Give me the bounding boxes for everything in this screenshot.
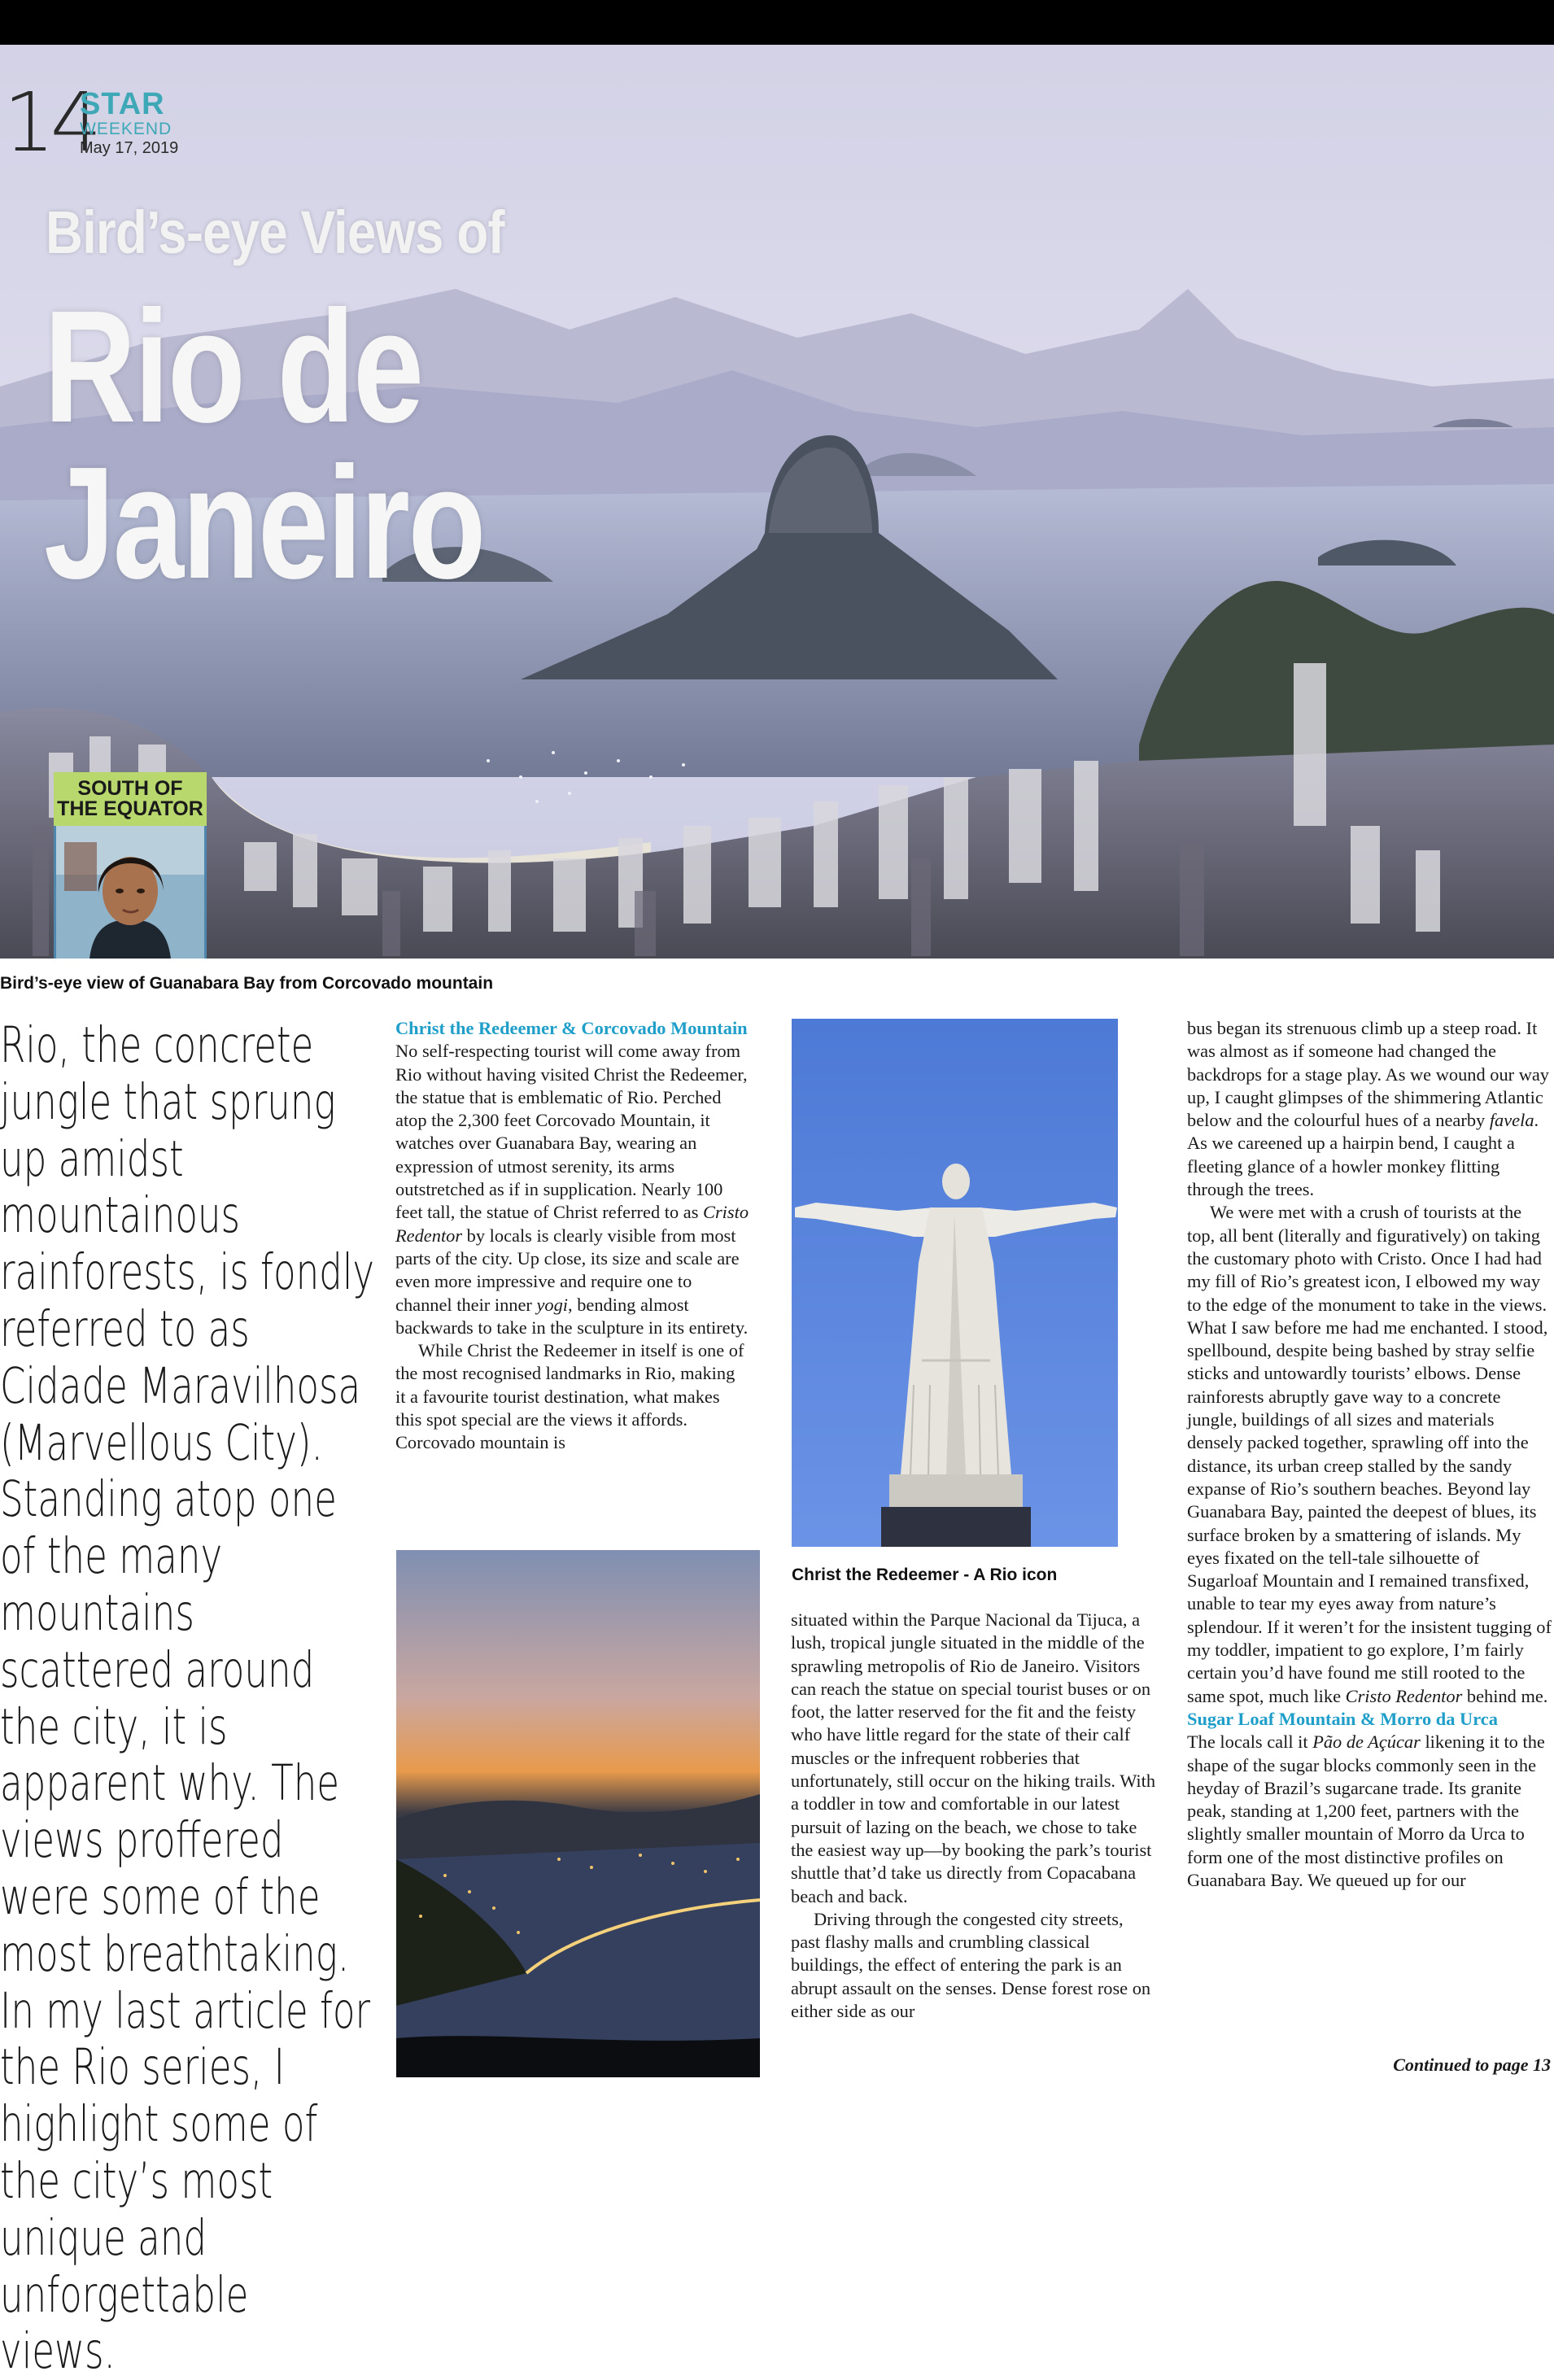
text-run: The locals call it [1187,1732,1313,1753]
section-heading-sugar-loaf: Sugar Loaf Mountain & Morro da Urca [1187,1708,1498,1729]
body-paragraph [1187,1201,1553,1708]
sunset-bay-illustration [396,1550,760,2077]
column-tag-line-1: SOUTH OF [77,776,183,800]
text-italic: yogi [536,1294,569,1315]
lead-paragraph: Rio, the concrete jungle that sprung up amidst mountainous rainforests, is fondly referred to as Cidade Maravilhosa (Marvellous City). Standing atop one of the many mountains scattered around the city, it is apparent why. The views proffered were some of the most breathtaking. In my last article for the Rio series, I highlight some of the city’s most unique and unforgettable views. [0,1016,375,2380]
publication-logo [80,89,178,156]
text-run: bus began its strenuous climb up a steep road. It was almost as if someone had changed the backdrops for a stage play. As we wound our way up, I caught glimpses of the shimmering Atlantic below and the colourful hues of a nearby [1187,1018,1550,1131]
headline-line-2: Janeiro [44,434,484,613]
headline-line-1: Rio de [44,277,422,456]
article-column-4 [1187,1017,1553,1892]
columnist-portrait [54,826,207,959]
hero-caption: Bird’s-eye view of Guanabara Bay from Corcovado mountain [0,974,494,993]
article-column-3 [791,1609,1157,2023]
issue-date: May 17, 2019 [80,139,179,157]
text-run: . As we careened up a hairpin bend, I caught a fleeting glance of a howler monkey flitting through the trees. [1187,1110,1539,1200]
christ-the-redeemer-photo [792,1019,1118,1547]
body-paragraph: Driving through the congested city streets, past flashy malls and crumbling classical buildings, the effect of entering the park is an abrupt assault on the senses. Dense forest rose on either side as our [791,1908,1151,2022]
christ-photo-caption: Christ the Redeemer - A Rio icon [792,1566,1058,1584]
text-run: We were met with a crush of tourists at the top, all bent (literally and figuratively) on taking the customary photo with Cristo. Once I had had my fill of Rio’s greatest icon, I elbowed my way to the edge of the monument to take in the views. What I saw before me had me enchanted. I stood, spellbound, despite being bashed by stray selfie sticks and untowardly tourists’ elbows. Dense rainforests abruptly gave way to a concrete jungle, buildings of all sizes and materials densely packed together, sprawling off into the distance, its urban creep stalled by the sandy expanse of Rio’s southern beaches. Beyond lay Guanabara Bay, painted the deepest of blues, its surface broken by a smattering of islands. My eyes fixated on the tell-tale silhouette of Sugarloaf Mountain and I remained transfixed, unable to tear my eyes away from nature’s splendour. If it weren’t for the insistent tugging of my toddler, impatient to go explore, I’m fairly certain you’d have found me still rooted to the same spot, much like [1187,1202,1552,1706]
body-paragraph: situated within the Parque Nacional da Tijuca, a lush, tropical jungle situated in the middle of the sprawling metropolis of Rio de Janeiro. Visitors can reach the statue on special tourist buses or on foot, the latter reserved for the fit and the feisty who have little regard for the state of their calf muscles or the infrequent robberies that unfortunately, still occur on the hiking trails. With a toddler in tow and comfortable in our latest pursuit of lazing on the beach, we chose to take the easiest way up—by booking the park’s tourist shuttle that’d take us directly from Copacabana beach and back. [791,1609,1156,1906]
page-number: 14 [3,75,98,170]
hero-photo [0,45,1554,959]
body-paragraph: While Christ the Redeemer in itself is one of the most recognised landmarks in Rio, making it a favourite tourist destination, what makes this spot special are the views it affords. Corcovado mountain is [395,1340,744,1453]
text-run: , bending almost backwards to take in the sculpture in its entirety. [395,1294,749,1338]
body-paragraph [1187,1017,1553,1201]
text-run: behind me. [1462,1685,1548,1706]
text-italic: Pão de Açúcar [1312,1732,1421,1753]
top-black-bar [0,0,1554,45]
body-paragraph [395,1040,749,1339]
text-italic: Cristo Redentor [395,1202,749,1246]
headline-kicker: Bird’s-eye Views of [46,199,504,266]
portrait-illustration [56,826,204,959]
columnist-box [54,772,207,959]
section-heading-christ-the-redeemer: Christ the Redeemer & Corcovado Mountain [395,1018,748,1038]
text-run: likening it to the shape of the sugar blocks commonly seen in the heyday of Brazil’s sugarcane trade. Its granite peak, standing at 1,200 feet, partners with the slightly smaller mountain of Morro da Urca to form one of the most distinctive profiles on Guanabara Bay. We queued up for our [1187,1732,1545,1890]
column-tag-line-2: THE EQUATOR [57,797,203,820]
column-tag [54,772,207,826]
text-italic: favela [1489,1110,1534,1131]
text-run: No self-respecting tourist will come away from Rio without having visited Christ the Redeemer, the statue that is emblematic of Rio. Perched atop the 2,300 feet Corcovado Mountain, it watches over Guanabara Bay, wearing an expression of utmost serenity, its arms outstretched as if in supplication. Nearly 100 feet tall, the statue of Christ referred to as [395,1041,748,1223]
article-column-2 [395,1017,749,1455]
headline [44,277,484,613]
christ-statue-illustration [792,1019,1118,1547]
sunset-city-photo [396,1550,760,2077]
continued-link[interactable]: Continued to page 13 [1393,2055,1551,2075]
body-paragraph [1187,1731,1553,1892]
brand-name: STAR [80,87,165,121]
brand-subtitle: WEEKEND [80,120,172,138]
text-run: by locals is clearly visible from most parts of the city. Up close, its size and scale are even more impressive and require one to channel their inner [395,1225,740,1315]
text-italic: Cristo Redentor [1345,1685,1463,1706]
